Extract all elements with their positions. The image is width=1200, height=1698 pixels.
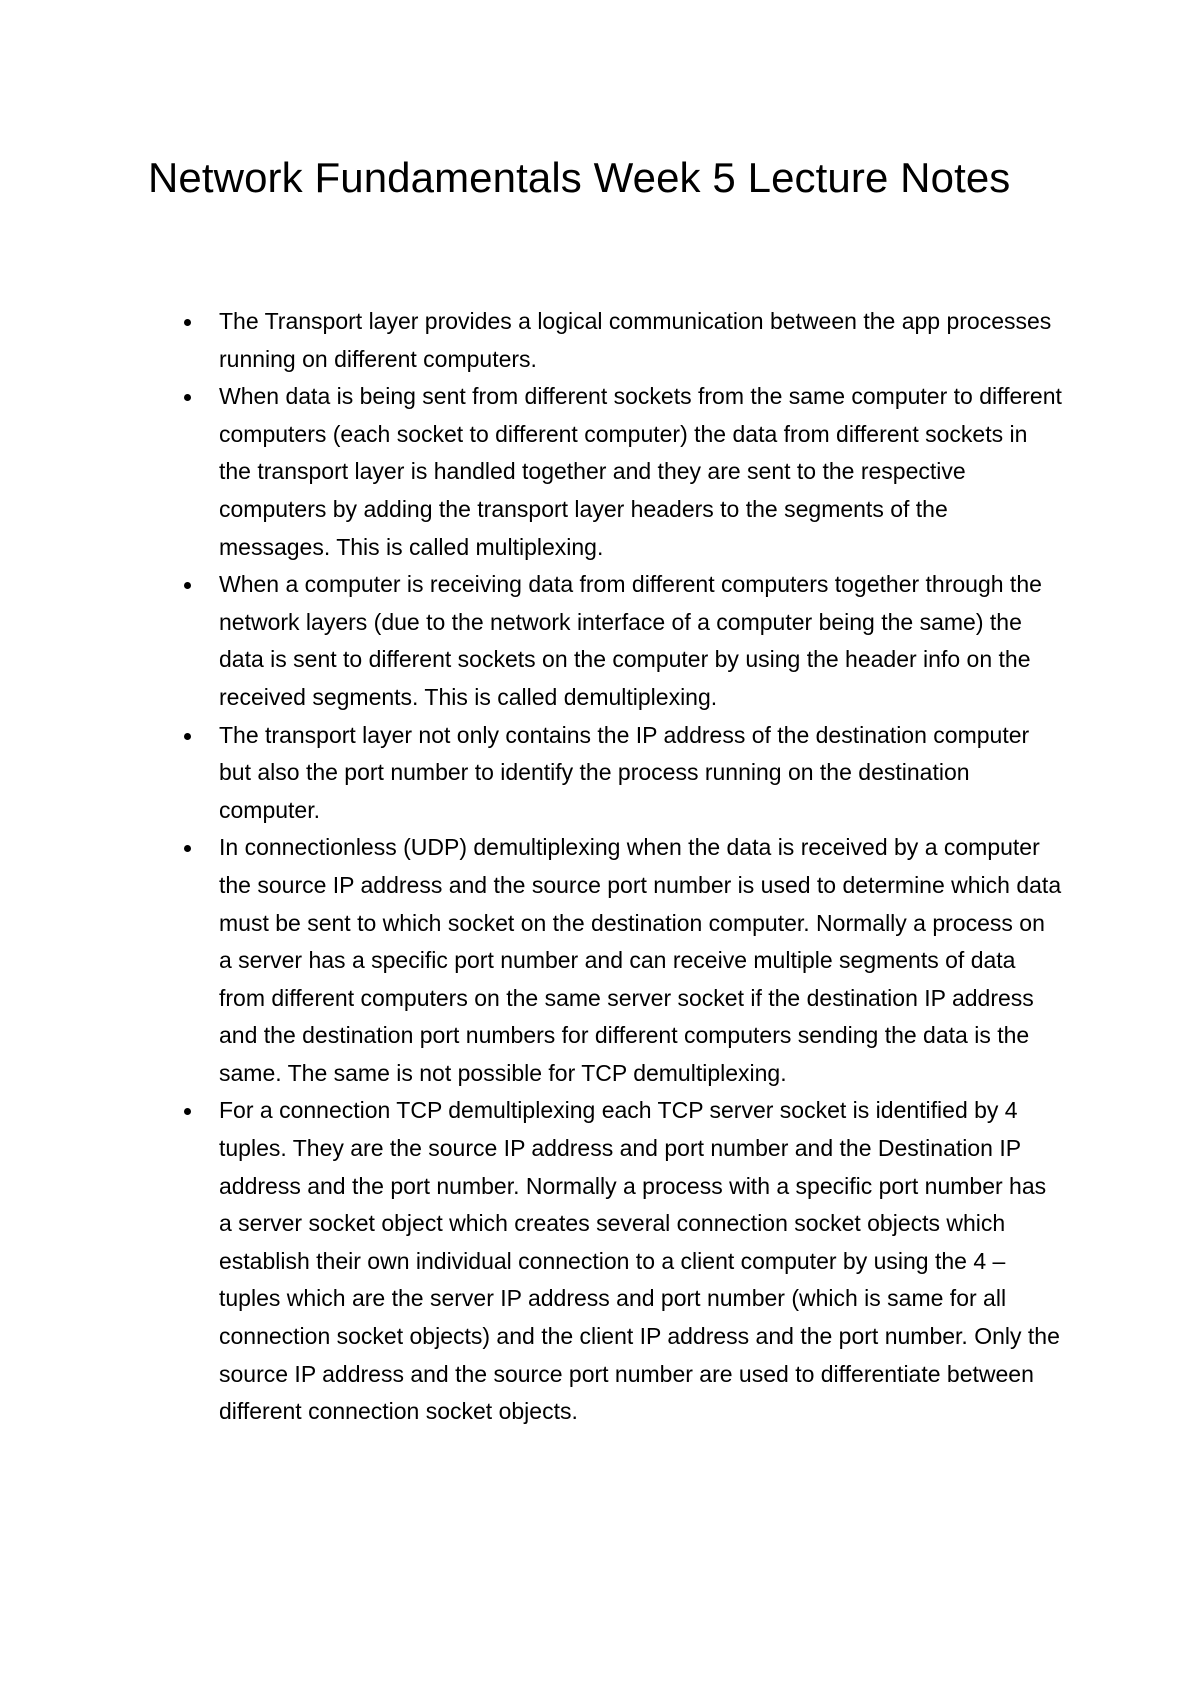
- list-item: [148, 303, 1063, 378]
- page-title: Network Fundamentals Week 5 Lecture Notes: [148, 154, 1011, 201]
- lecture-notes-list: [148, 303, 1063, 1431]
- list-item-text: When data is being sent from different sockets from the same computer to different computers (each socket to different computer) the data from different sockets in the transport layer is handled together and they are sent to the respective computers by adding the transport layer headers to the segments of the messages. This is called multiplexing.: [219, 383, 1062, 560]
- bullet-icon: [184, 733, 191, 740]
- bullet-icon: [184, 394, 191, 401]
- list-item-text: The Transport layer provides a logical communication between the app processes running on different computers.: [219, 308, 1052, 372]
- list-item: [148, 717, 1063, 830]
- list-item-text: In connectionless (UDP) demultiplexing when the data is received by a computer the source IP address and the source port number is used to determine which data must be sent to which socket on the destination computer. Normally a process on a server has a specific port number and can receive multiple segments of data from different computers on the same server socket if the destination IP address and the destination port numbers for different computers sending the data is the same. The same is not possible for TCP demultiplexing.: [219, 834, 1062, 1086]
- list-item: [148, 566, 1063, 716]
- list-item: [148, 378, 1063, 566]
- bullet-icon: [184, 582, 191, 589]
- list-item-text: The transport layer not only contains the IP address of the destination computer but also the port number to identify the process running on the destination computer.: [219, 721, 1030, 823]
- bullet-icon: [184, 845, 191, 852]
- list-item: [148, 829, 1063, 1092]
- list-item-text: For a connection TCP demultiplexing each TCP server socket is identified by 4 tuples. They are the source IP address and port number and the Destination IP address and the port number. Normally a process with a specific port number has a server socket object which creates several connection socket objects which establish their own individual connection to a client computer by using the 4 – tuples which are the server IP address and port number (which is same for all connection socket objects) and the client IP address and the port number. Only the source IP address and the source port number are used to differentiate between different connection socket objects.: [219, 1097, 1060, 1425]
- list-item: [148, 1092, 1063, 1430]
- bullet-icon: [184, 319, 191, 326]
- list-item-text: When a computer is receiving data from different computers together through the network layers (due to the network interface of a computer being the same) the data is sent to different sockets on the computer by using the header info on the received segments. This is called demultiplexing.: [219, 571, 1042, 710]
- bullet-icon: [184, 1108, 191, 1115]
